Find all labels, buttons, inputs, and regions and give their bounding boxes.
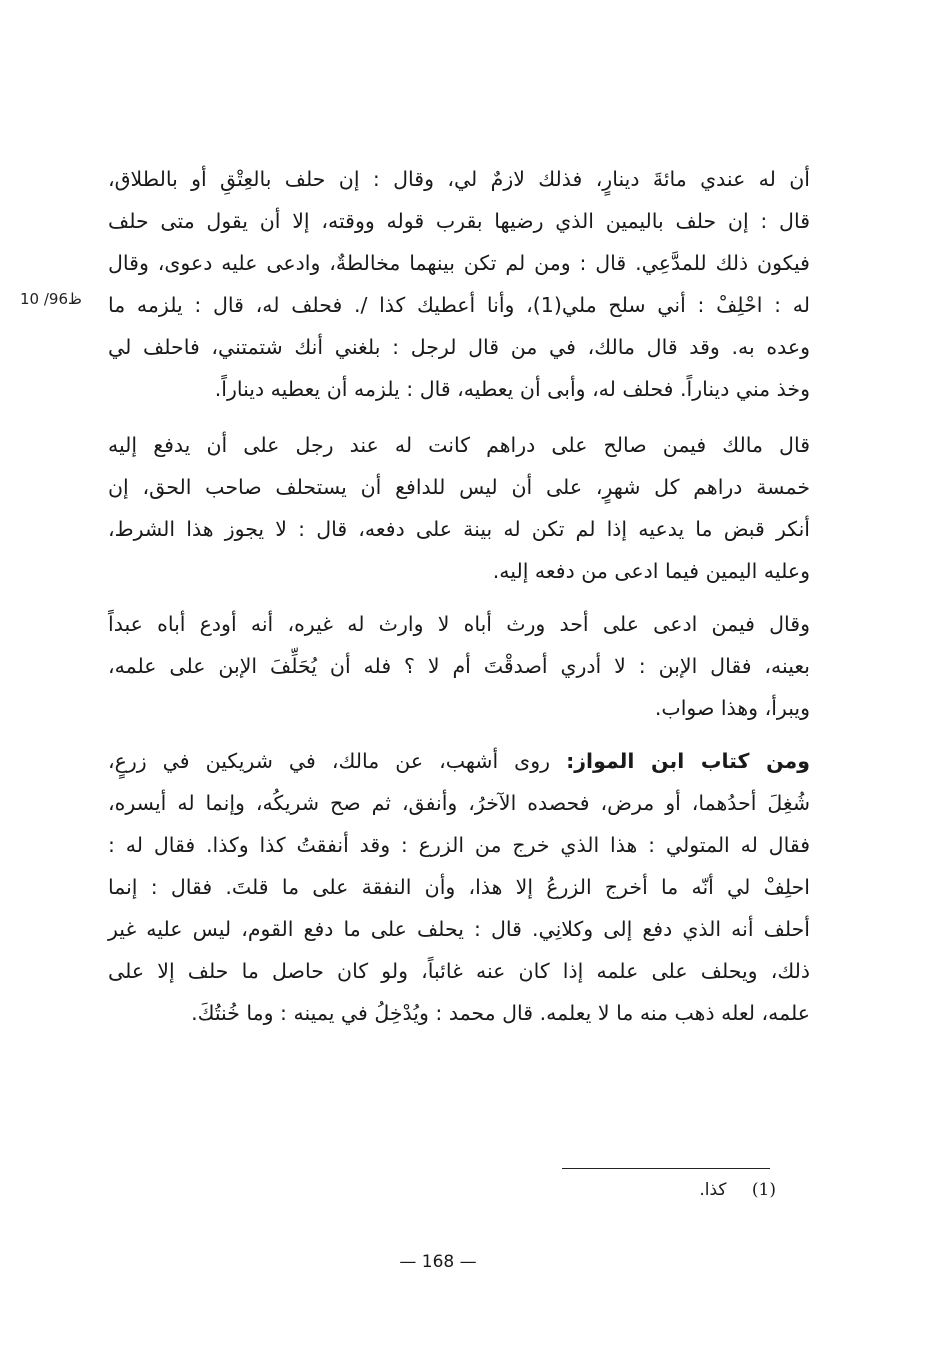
text-line: قال : إن حلف باليمين الذي رضيها بقرب قوله ووقته، إلا أن يقول متى حلف — [108, 209, 810, 233]
text-line: خمسة دراهم كل شهرٍ، على أن ليس للدافع أن يستحلف صاحب الحق، إن — [108, 475, 810, 499]
text-line: ذلك، ويحلف على علمه إذا كان عنه غائباً، ولو كان حاصل ما حلف إلا على — [108, 959, 810, 983]
paragraph-2 — [108, 424, 810, 592]
folio-margin-note: 10 /96ظ — [20, 290, 82, 308]
text-line: أحلف أنه الذي دفع إلى وكلانِي. قال : يحلف على ما دفع القوم، ليس عليه غير — [108, 917, 810, 941]
paragraph-text — [108, 158, 810, 410]
text-line — [108, 740, 810, 782]
text-line: بعينه، فقال الإبن : لا أدري أصدقْتَ أم لا ؟ فله أن يُحَلِّفَ الإبن على علمه، — [108, 654, 810, 678]
text-line: وخذ مني ديناراً. فحلف له، وأبى أن يعطيه، قال : يلزمه أن يعطيه ديناراً. — [214, 377, 810, 401]
text-line: ويبرأ، وهذا صواب. — [654, 696, 810, 720]
text-line: علمه، لعله ذهب منه ما لا يعلمه. قال محمد : ويُدْخِلُ في يمينه : وما خُنتُكَ. — [191, 1001, 810, 1025]
text-line: وعده به. وقد قال مالك، في من قال لرجل : بلغني أنك شتمتني، فاحلف لي — [108, 335, 810, 359]
paragraph-text — [108, 740, 810, 1034]
text-line: فيكون ذلك للمدَّعِي. قال : ومن لم تكن بينهما مخالطةٌ، وادعى عليه دعوى، وقال — [108, 251, 810, 275]
paragraph-3 — [108, 603, 810, 729]
paragraph-text — [108, 603, 810, 729]
footnote-text: كذا. — [699, 1180, 727, 1200]
paragraph-text — [108, 424, 810, 592]
text-line: وعليه اليمين فيما ادعى من دفعه إليه. — [492, 559, 810, 583]
text-line: وقال فيمن ادعى على أحد ورث أباه لا وارث له غيره، أنه أودع أباه عبداً — [108, 612, 810, 636]
footnote-divider — [562, 1168, 770, 1169]
footnote — [620, 1180, 776, 1200]
footnote-number: (1) — [751, 1180, 776, 1200]
text-line: قال مالك فيمن صالح على دراهم كانت له عند رجل على أن يدفع إليه — [108, 433, 810, 457]
text-run: روى أشهب، عن مالك، في شريكين في زرعٍ، — [108, 749, 567, 773]
text-line: أنكر قبض ما يدعيه إذا لم تكن له بينة على دفعه، قال : لا يجوز هذا الشرط، — [108, 517, 810, 541]
paragraph-1 — [108, 158, 810, 410]
section-lead: ومن كتاب ابن المواز: — [566, 749, 810, 773]
text-line: أن له عندي مائةَ دينارٍ، فذلك لازمٌ لي، وقال : إن حلف بالعِتْقِ أو بالطلاق، — [108, 167, 810, 191]
paragraph-4 — [108, 740, 810, 1034]
text-line: احلِفْ لي أنّه ما أخرج الزرعُ إلا هذا، وأن النفقة على ما قلتَ. فقال : إنما — [108, 875, 810, 899]
text-line: فقال له المتولي : هذا الذي خرج من الزرع : وقد أنفقتُ كذا وكذا. فقال له : — [108, 833, 810, 857]
page-number: — 168 — — [399, 1252, 477, 1272]
text-line: شُغِلَ أحدُهما، أو مرض، فحصده الآخرُ، وأنفق، ثم صح شريكُه، وإنما له أيسره، — [108, 791, 810, 815]
text-line: له : احْلِفْ : أني سلح ملي(1)، وأنا أعطيك كذا /. فحلف له، قال : يلزمه ما — [108, 293, 811, 317]
